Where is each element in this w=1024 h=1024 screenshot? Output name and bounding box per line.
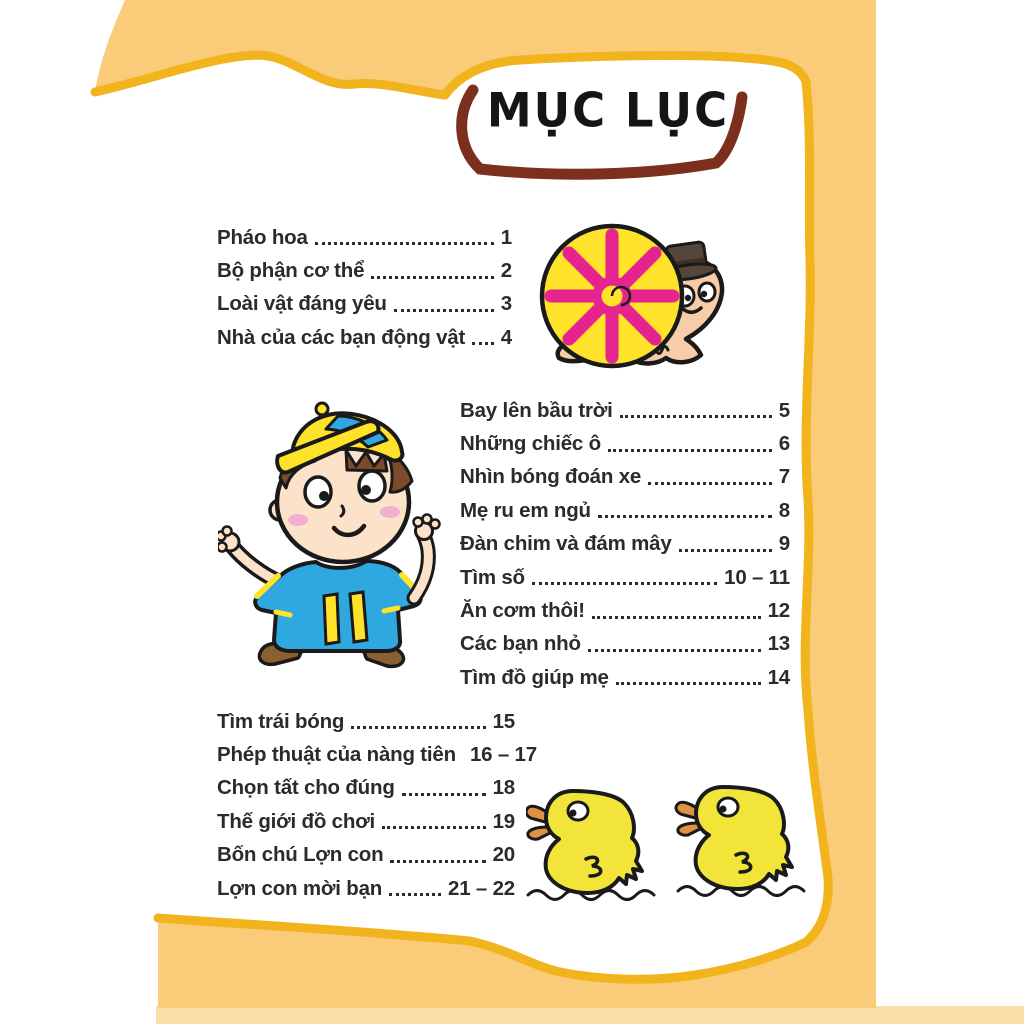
- snail-with-hat-icon: [532, 208, 750, 378]
- toc-entry-page: 18: [492, 776, 515, 800]
- toc-entry: [217, 805, 515, 838]
- toc-entry-page: 21 – 22: [448, 876, 515, 900]
- boy-blush: [380, 506, 400, 518]
- toc-section-3: [217, 705, 537, 905]
- toc-entry: [217, 772, 515, 805]
- toc-entry-label: Các bạn nhỏ: [460, 632, 581, 656]
- toc-entry-page: 3: [500, 292, 512, 316]
- toc-entry-label: Nhìn bóng đoán xe: [460, 465, 642, 489]
- dot-leader: [402, 793, 486, 796]
- toc-entry: [217, 321, 512, 354]
- toc-entry-label: Thế giới đồ chơi: [217, 809, 376, 833]
- dot-leader: [532, 582, 717, 585]
- dot-leader: [592, 616, 761, 619]
- toc-entry-page: 1: [500, 225, 512, 249]
- dot-leader: [598, 515, 772, 518]
- dot-leader: [315, 242, 494, 245]
- toc-entry-label: Tìm số: [460, 565, 525, 589]
- toc-section-1: [217, 221, 512, 355]
- ducks-illustration: [526, 779, 818, 907]
- toc-entry: [217, 254, 512, 287]
- page-title: MỤC LỤC: [486, 82, 730, 138]
- toc-entry-label: Nhà của các bạn động vật: [217, 325, 466, 349]
- toc-entry-label: Phép thuật của nàng tiên: [217, 743, 456, 767]
- boy-illustration: [218, 400, 453, 675]
- toc-entry-label: Bay lên bầu trời: [460, 398, 613, 422]
- shirt-number-bar: [350, 592, 367, 642]
- boy-pupil: [319, 491, 329, 501]
- boy-hand: [218, 527, 239, 552]
- toc-entry: [460, 594, 790, 627]
- toc-entry-page: 5: [778, 398, 790, 422]
- toc-entry: [460, 494, 790, 527]
- toc-entry-label: Tìm trái bóng: [217, 709, 345, 733]
- toc-entry: [460, 561, 790, 594]
- toc-entry: [460, 661, 790, 694]
- dot-leader: [588, 649, 761, 652]
- dot-leader: [371, 276, 493, 279]
- snail-illustration: [532, 208, 750, 378]
- toc-entry-label: Loài vật đáng yêu: [217, 292, 387, 316]
- snail-shell: [542, 226, 682, 366]
- boy-walking-icon: [218, 400, 453, 675]
- toc-entry-label: Pháo hoa: [217, 225, 308, 249]
- toc-entry: [217, 288, 512, 321]
- toc-entry-page: 4: [500, 325, 512, 349]
- toc-entry-label: Bốn chú Lợn con: [217, 843, 384, 867]
- toc-section-2: [460, 394, 790, 695]
- toc-entry-label: Chọn tất cho đúng: [217, 776, 395, 800]
- toc-entry: [460, 461, 790, 494]
- toc-entry: [460, 394, 790, 427]
- dot-leader: [648, 482, 772, 485]
- two-ducks-swimming-icon: [526, 779, 818, 907]
- snail-pupil: [685, 295, 691, 301]
- toc-entry-page: 13: [767, 632, 790, 656]
- toc-entry-label: Ăn cơm thôi!: [460, 599, 585, 623]
- toc-entry-page: 12: [767, 599, 790, 623]
- dot-leader: [608, 449, 772, 452]
- toc-entry: [460, 628, 790, 661]
- toc-entry-page: 6: [778, 432, 790, 456]
- toc-entry-page: 7: [778, 465, 790, 489]
- shirt-cuff: [384, 608, 398, 611]
- toc-entry: [217, 738, 537, 771]
- dot-leader: [620, 415, 772, 418]
- toc-entry-page: 9: [778, 532, 790, 556]
- toc-entry: [217, 221, 512, 254]
- toc-entry-label: Tìm đồ giúp mẹ: [460, 665, 609, 689]
- boy-eye: [359, 471, 385, 501]
- dot-leader: [382, 826, 486, 829]
- boy-blush: [288, 514, 308, 526]
- snail-eye: [699, 283, 715, 301]
- boy-hand: [414, 515, 440, 540]
- dot-leader: [679, 549, 772, 552]
- bottom-page-edge: [156, 1006, 1024, 1024]
- toc-entry-label: Bộ phận cơ thể: [217, 259, 365, 283]
- snail-pupil: [701, 291, 707, 297]
- toc-entry-page: 10 – 11: [724, 565, 790, 589]
- toc-entry-label: Mẹ ru em ngủ: [460, 498, 591, 522]
- toc-entry-page: 2: [500, 259, 512, 283]
- shirt-number-bar: [324, 594, 339, 644]
- toc-entry: [460, 528, 790, 561]
- toc-entry-page: 8: [778, 498, 790, 522]
- dot-leader: [394, 309, 494, 312]
- dot-leader: [389, 893, 441, 896]
- toc-entry-page: 15: [492, 709, 515, 733]
- toc-entry: [217, 705, 515, 738]
- boy-eye: [305, 477, 331, 507]
- toc-entry: [217, 872, 515, 905]
- toc-entry-page: 16 – 17: [469, 743, 537, 767]
- dot-leader: [351, 726, 485, 729]
- dot-leader: [472, 342, 494, 345]
- toc-entry-page: 19: [492, 809, 515, 833]
- toc-entry-page: 14: [767, 665, 790, 689]
- toc-entry-label: Đàn chim và đám mây: [460, 532, 672, 556]
- toc-entry: [460, 427, 790, 460]
- toc-entry-page: 20: [492, 843, 515, 867]
- toc-entry-label: Lợn con mời bạn: [217, 876, 383, 900]
- toc-entry: [217, 839, 515, 872]
- shirt-cuff: [276, 612, 290, 615]
- toc-entry-label: Những chiếc ô: [460, 432, 601, 456]
- dot-leader: [616, 682, 761, 685]
- boy-pupil: [361, 485, 371, 495]
- dot-leader: [390, 860, 485, 863]
